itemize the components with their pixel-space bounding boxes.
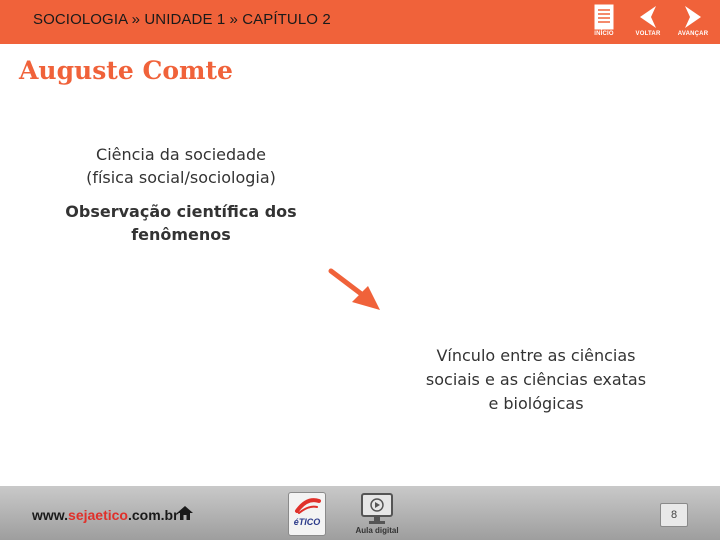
concept-science-link	[396, 344, 676, 416]
arrow-down-right-icon	[328, 268, 384, 314]
home-icon[interactable]	[176, 505, 194, 521]
header-bar	[0, 0, 720, 44]
page-number: 8	[660, 503, 688, 527]
url-accent: sejaetico	[68, 507, 128, 523]
concept-line: Observação científica dos	[65, 202, 297, 221]
concept-line: e biológicas	[488, 394, 584, 413]
forward-nav-button[interactable]	[671, 4, 715, 42]
concept-scientific-observation	[40, 200, 322, 246]
concept-society-science	[50, 143, 312, 189]
site-url-link[interactable]	[32, 507, 179, 523]
back-nav-label: VOLTAR	[635, 31, 661, 37]
slide-title: Auguste Comte	[19, 56, 233, 85]
forward-arrow-icon	[681, 4, 705, 30]
home-nav-button[interactable]	[582, 4, 626, 42]
etico-logo-text: éTICO	[293, 517, 321, 527]
monitor-play-icon	[353, 492, 401, 526]
concept-line: Ciência da sociedade	[96, 145, 266, 164]
concept-line: Vínculo entre as ciências	[436, 346, 636, 365]
url-prefix: www.	[32, 507, 69, 523]
back-nav-button[interactable]	[626, 4, 670, 42]
back-arrow-icon	[636, 4, 660, 30]
footer-bar	[0, 486, 720, 540]
aula-digital-link[interactable]	[353, 492, 401, 538]
concept-line: (física social/sociologia)	[86, 168, 276, 187]
etico-logo	[288, 492, 326, 536]
document-icon	[594, 4, 614, 30]
url-suffix: .com.br	[127, 507, 179, 523]
aula-digital-label: Aula digital	[355, 526, 399, 535]
concept-line: fenômenos	[131, 225, 231, 244]
concept-line: sociais e as ciências exatas	[425, 370, 647, 389]
home-nav-label: INÍCIO	[594, 31, 614, 37]
breadcrumb: SOCIOLOGIA » UNIDADE 1 » CAPÍTULO 2	[33, 11, 331, 28]
etico-swoosh-icon	[289, 493, 325, 517]
forward-nav-label: AVANÇAR	[677, 31, 709, 37]
